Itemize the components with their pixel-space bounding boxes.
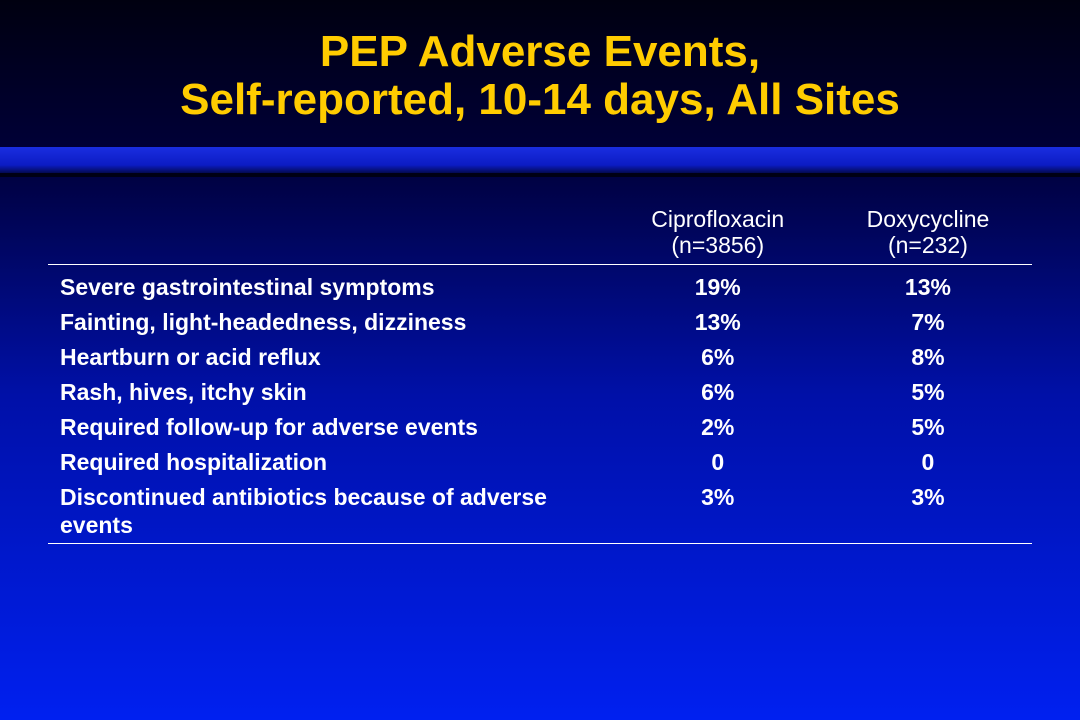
row-doxy-value: 3% (824, 481, 1032, 544)
row-cipro-value: 2% (701, 414, 735, 440)
row-cipro-value: 6% (701, 344, 735, 370)
row-cipro-value: 13% (694, 309, 741, 335)
row-doxy-value: 0 (921, 449, 935, 475)
row-cipro-value: 0 (711, 449, 725, 475)
row-doxy-value: 8% (911, 344, 945, 370)
row-label: Discontinued antibiotics because of adverse events (48, 481, 612, 544)
row-doxy-value: 13% (904, 274, 951, 300)
row-label: Severe gastrointestinal symptoms (60, 274, 435, 300)
header-doxycycline (824, 206, 1032, 265)
table-row (48, 411, 1032, 446)
row-doxy-value: 5% (911, 414, 945, 440)
table-row (48, 341, 1032, 376)
header-doxycycline-n: (n=232) (887, 232, 968, 258)
table-row (48, 446, 1032, 481)
row-cipro-value: 19% (694, 274, 741, 300)
adverse-events-table-wrap (48, 206, 1032, 544)
table-row (48, 376, 1032, 411)
row-label: Fainting, light-headedness, dizziness (60, 309, 467, 335)
row-label: Heartburn or acid reflux (60, 344, 321, 370)
table-row (48, 265, 1032, 307)
row-doxy-value: 7% (911, 309, 945, 335)
slide-title (0, 28, 1080, 124)
header-ciprofloxacin-name: Ciprofloxacin (651, 206, 785, 232)
row-cipro-value: 3% (612, 481, 824, 544)
row-label: Required hospitalization (60, 449, 328, 475)
row-doxy-value: 5% (911, 379, 945, 405)
table-row (48, 481, 1032, 544)
row-label: Required follow-up for adverse events (60, 414, 478, 440)
header-ciprofloxacin-n: (n=3856) (671, 232, 765, 258)
adverse-events-table (48, 206, 1032, 544)
title-line-1: PEP Adverse Events, (319, 27, 761, 76)
table-row (48, 306, 1032, 341)
title-divider-shadow (0, 173, 1080, 177)
title-divider-bar (0, 147, 1080, 177)
row-cipro-value: 6% (701, 379, 735, 405)
header-ciprofloxacin (612, 206, 824, 265)
table-header-row (48, 206, 1032, 265)
header-doxycycline-name: Doxycycline (866, 206, 990, 232)
row-label: Rash, hives, itchy skin (60, 379, 307, 405)
header-label-spacer (48, 206, 612, 265)
title-line-2: Self-reported, 10-14 days, All Sites (180, 75, 900, 124)
